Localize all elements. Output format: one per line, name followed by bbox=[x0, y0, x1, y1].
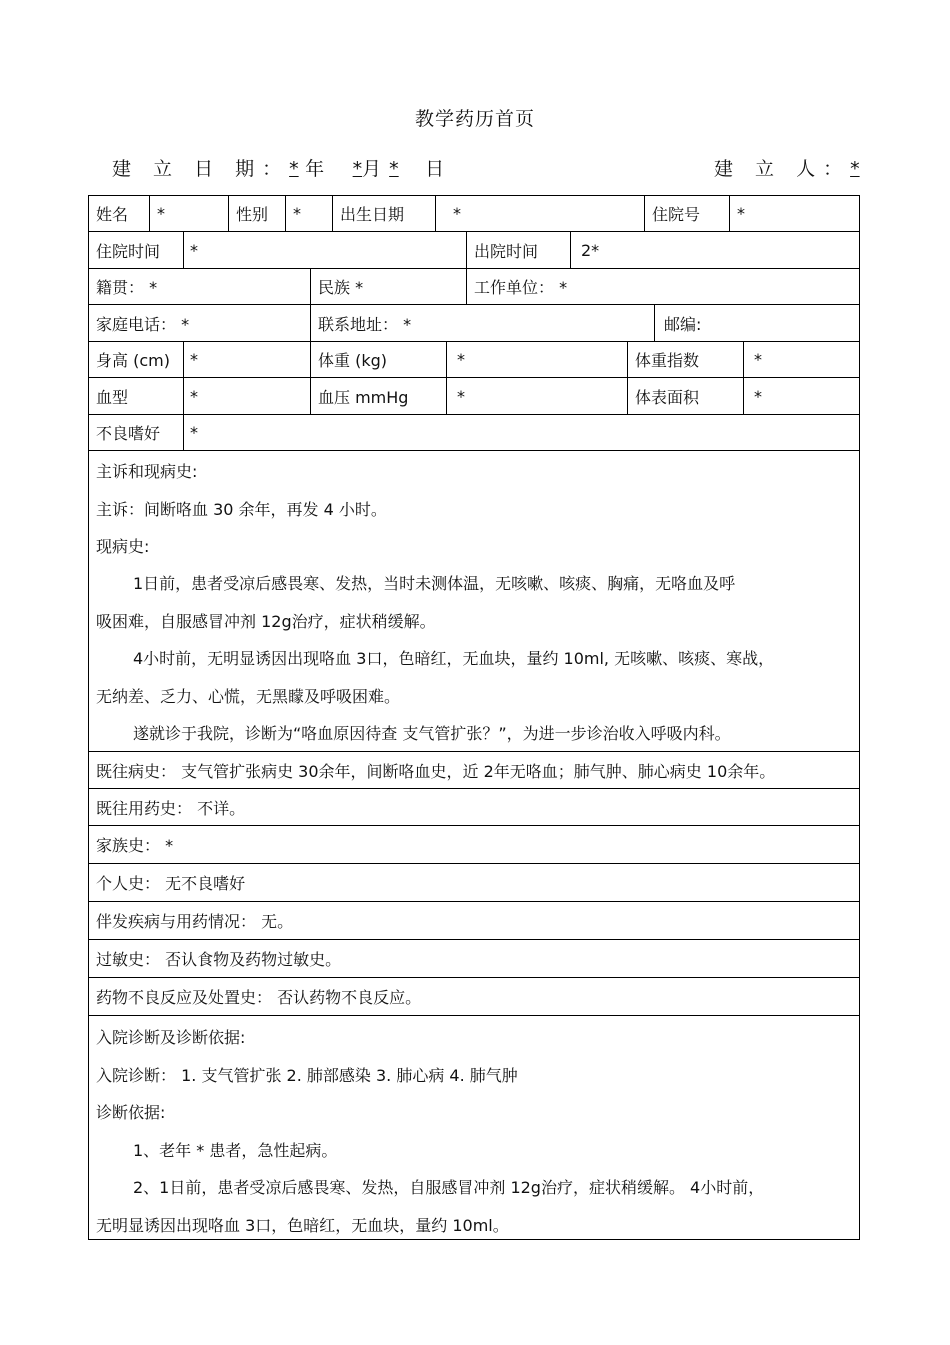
present-illness-heading: 现病史: bbox=[96, 537, 150, 556]
present-illness-p1-line2: 吸困难，自服感冒冲剂 12g治疗，症状稍缓解。 bbox=[96, 612, 436, 631]
dob-value: * bbox=[436, 196, 645, 231]
allergy-history: 过敏史： 否认食物及药物过敏史。 bbox=[89, 940, 859, 978]
chief-complaint: 主诉：间断咯血 30 余年，再发 4 小时。 bbox=[96, 500, 387, 519]
diagnosis-basis-2-line2: 无明显诱因出现咯血 3口，色暗红，无血块，量约 10ml。 bbox=[96, 1216, 509, 1235]
history-section bbox=[89, 451, 859, 752]
history-heading: 主诉和现病史: bbox=[96, 462, 198, 481]
creator-line bbox=[714, 154, 862, 181]
past-medication-history: 既往用药史： 不详。 bbox=[89, 789, 859, 826]
diagnosis-heading: 入院诊断及诊断依据: bbox=[96, 1028, 246, 1047]
admission-no-label: 住院号 bbox=[645, 196, 730, 231]
home-phone: 家庭电话： * bbox=[89, 305, 311, 341]
bad-habits-label: 不良嗜好 bbox=[89, 415, 184, 450]
diagnosis-section bbox=[89, 1016, 859, 1239]
bmi-label: 体重指数 bbox=[628, 342, 744, 377]
diagnosis-basis-1: 1、老年 * 患者，急性起病。 bbox=[133, 1141, 338, 1160]
body-surface-area-value: * bbox=[754, 386, 762, 406]
discharge-time-label: 出院时间 bbox=[467, 232, 571, 268]
date-label: 建 立 日 期： bbox=[112, 158, 290, 180]
day-unit: 日 bbox=[425, 158, 453, 180]
blood-type-value: * bbox=[184, 378, 311, 414]
bmi-value: * bbox=[754, 350, 762, 369]
personal-history: 个人史： 无不良嗜好 bbox=[89, 864, 859, 902]
name-label: 姓名 bbox=[89, 196, 150, 231]
row-blood bbox=[89, 378, 859, 415]
admission-no-value: * bbox=[737, 204, 745, 223]
diagnosis-basis-2-line1: 2、1日前，患者受凉后感畏寒、发热，自服感冒冲剂 12g治疗，症状稍缓解。 4小时前， bbox=[133, 1178, 765, 1197]
dob-label: 出生日期 bbox=[333, 196, 436, 231]
weight-value: * bbox=[447, 342, 628, 377]
contact-address: 联系地址： * bbox=[311, 305, 655, 341]
creator-value: * bbox=[850, 158, 860, 180]
bad-habits-value: * bbox=[190, 423, 198, 442]
postal-code: 邮编: bbox=[664, 314, 702, 334]
discharge-time-value: 2* bbox=[581, 240, 600, 260]
row-basic-info bbox=[89, 196, 859, 232]
present-illness-p2-line2: 无纳差、乏力、心慌，无黑矇及呼吸困难。 bbox=[96, 687, 401, 706]
sex-label: 性别 bbox=[229, 196, 286, 231]
row-body-measures bbox=[89, 342, 859, 378]
present-illness-p1-line1: 1日前，患者受凉后感畏寒、发热，当时未测体温，无咳嗽、咳痰、胸痛，无咯血及呼 bbox=[133, 574, 736, 593]
admission-diagnosis: 入院诊断： 1. 支气管扩张 2. 肺部感染 3. 肺心病 4. 肺气肿 bbox=[96, 1066, 518, 1085]
medication-record-form bbox=[88, 195, 860, 1240]
blood-pressure-value: * bbox=[447, 378, 628, 414]
ethnicity: 民族 * bbox=[311, 269, 467, 304]
admit-time-label: 住院时间 bbox=[89, 232, 184, 268]
present-illness-p2-line1: 4小时前，无明显诱因出现咯血 3口，色暗红，无血块，量约 10ml, 无咳嗽、咳痰、寒战， bbox=[133, 649, 775, 668]
family-history: 家族史： * bbox=[89, 826, 859, 864]
day-value: * bbox=[389, 158, 399, 180]
row-contact bbox=[89, 305, 859, 342]
month-unit: 月 bbox=[362, 158, 390, 180]
native-place: 籍贯： * bbox=[89, 269, 311, 304]
comorbidity-medication: 伴发疾病与用药情况： 无。 bbox=[89, 902, 859, 940]
month-value: * bbox=[352, 158, 363, 180]
diagnosis-basis-heading: 诊断依据: bbox=[96, 1103, 166, 1122]
height-label: 身高 (cm) bbox=[89, 342, 184, 377]
row-habits bbox=[89, 415, 859, 451]
blood-type-label: 血型 bbox=[89, 378, 184, 414]
creation-date-line bbox=[112, 154, 452, 181]
past-illness-history: 既往病史： 支气管扩张病史 30余年，间断咯血史，近 2年无咯血；肺气肿、肺心病史 10余年。 bbox=[89, 752, 859, 789]
blood-pressure-label: 血压 mmHg bbox=[311, 378, 447, 414]
work-unit: 工作单位： * bbox=[474, 278, 568, 297]
adverse-reaction-history: 药物不良反应及处置史： 否认药物不良反应。 bbox=[89, 978, 859, 1016]
name-value: * bbox=[150, 196, 229, 231]
admit-time-value: * bbox=[184, 232, 467, 268]
row-admission-dates bbox=[89, 232, 859, 269]
creator-label: 建 立 人： bbox=[714, 158, 851, 180]
body-surface-area-label: 体表面积 bbox=[628, 378, 744, 414]
page-title: 教学药历首页 bbox=[414, 108, 535, 130]
height-value: * bbox=[184, 342, 311, 377]
present-illness-p3: 遂就诊于我院，诊断为“咯血原因待查 支气管扩张？”，为进一步诊治收入呼吸内科。 bbox=[133, 724, 731, 743]
row-origin-work bbox=[89, 269, 859, 305]
weight-label: 体重 (kg) bbox=[311, 342, 447, 377]
year-value: * bbox=[289, 158, 299, 180]
sex-value: * bbox=[286, 196, 333, 231]
year-unit: 年 bbox=[305, 158, 333, 180]
